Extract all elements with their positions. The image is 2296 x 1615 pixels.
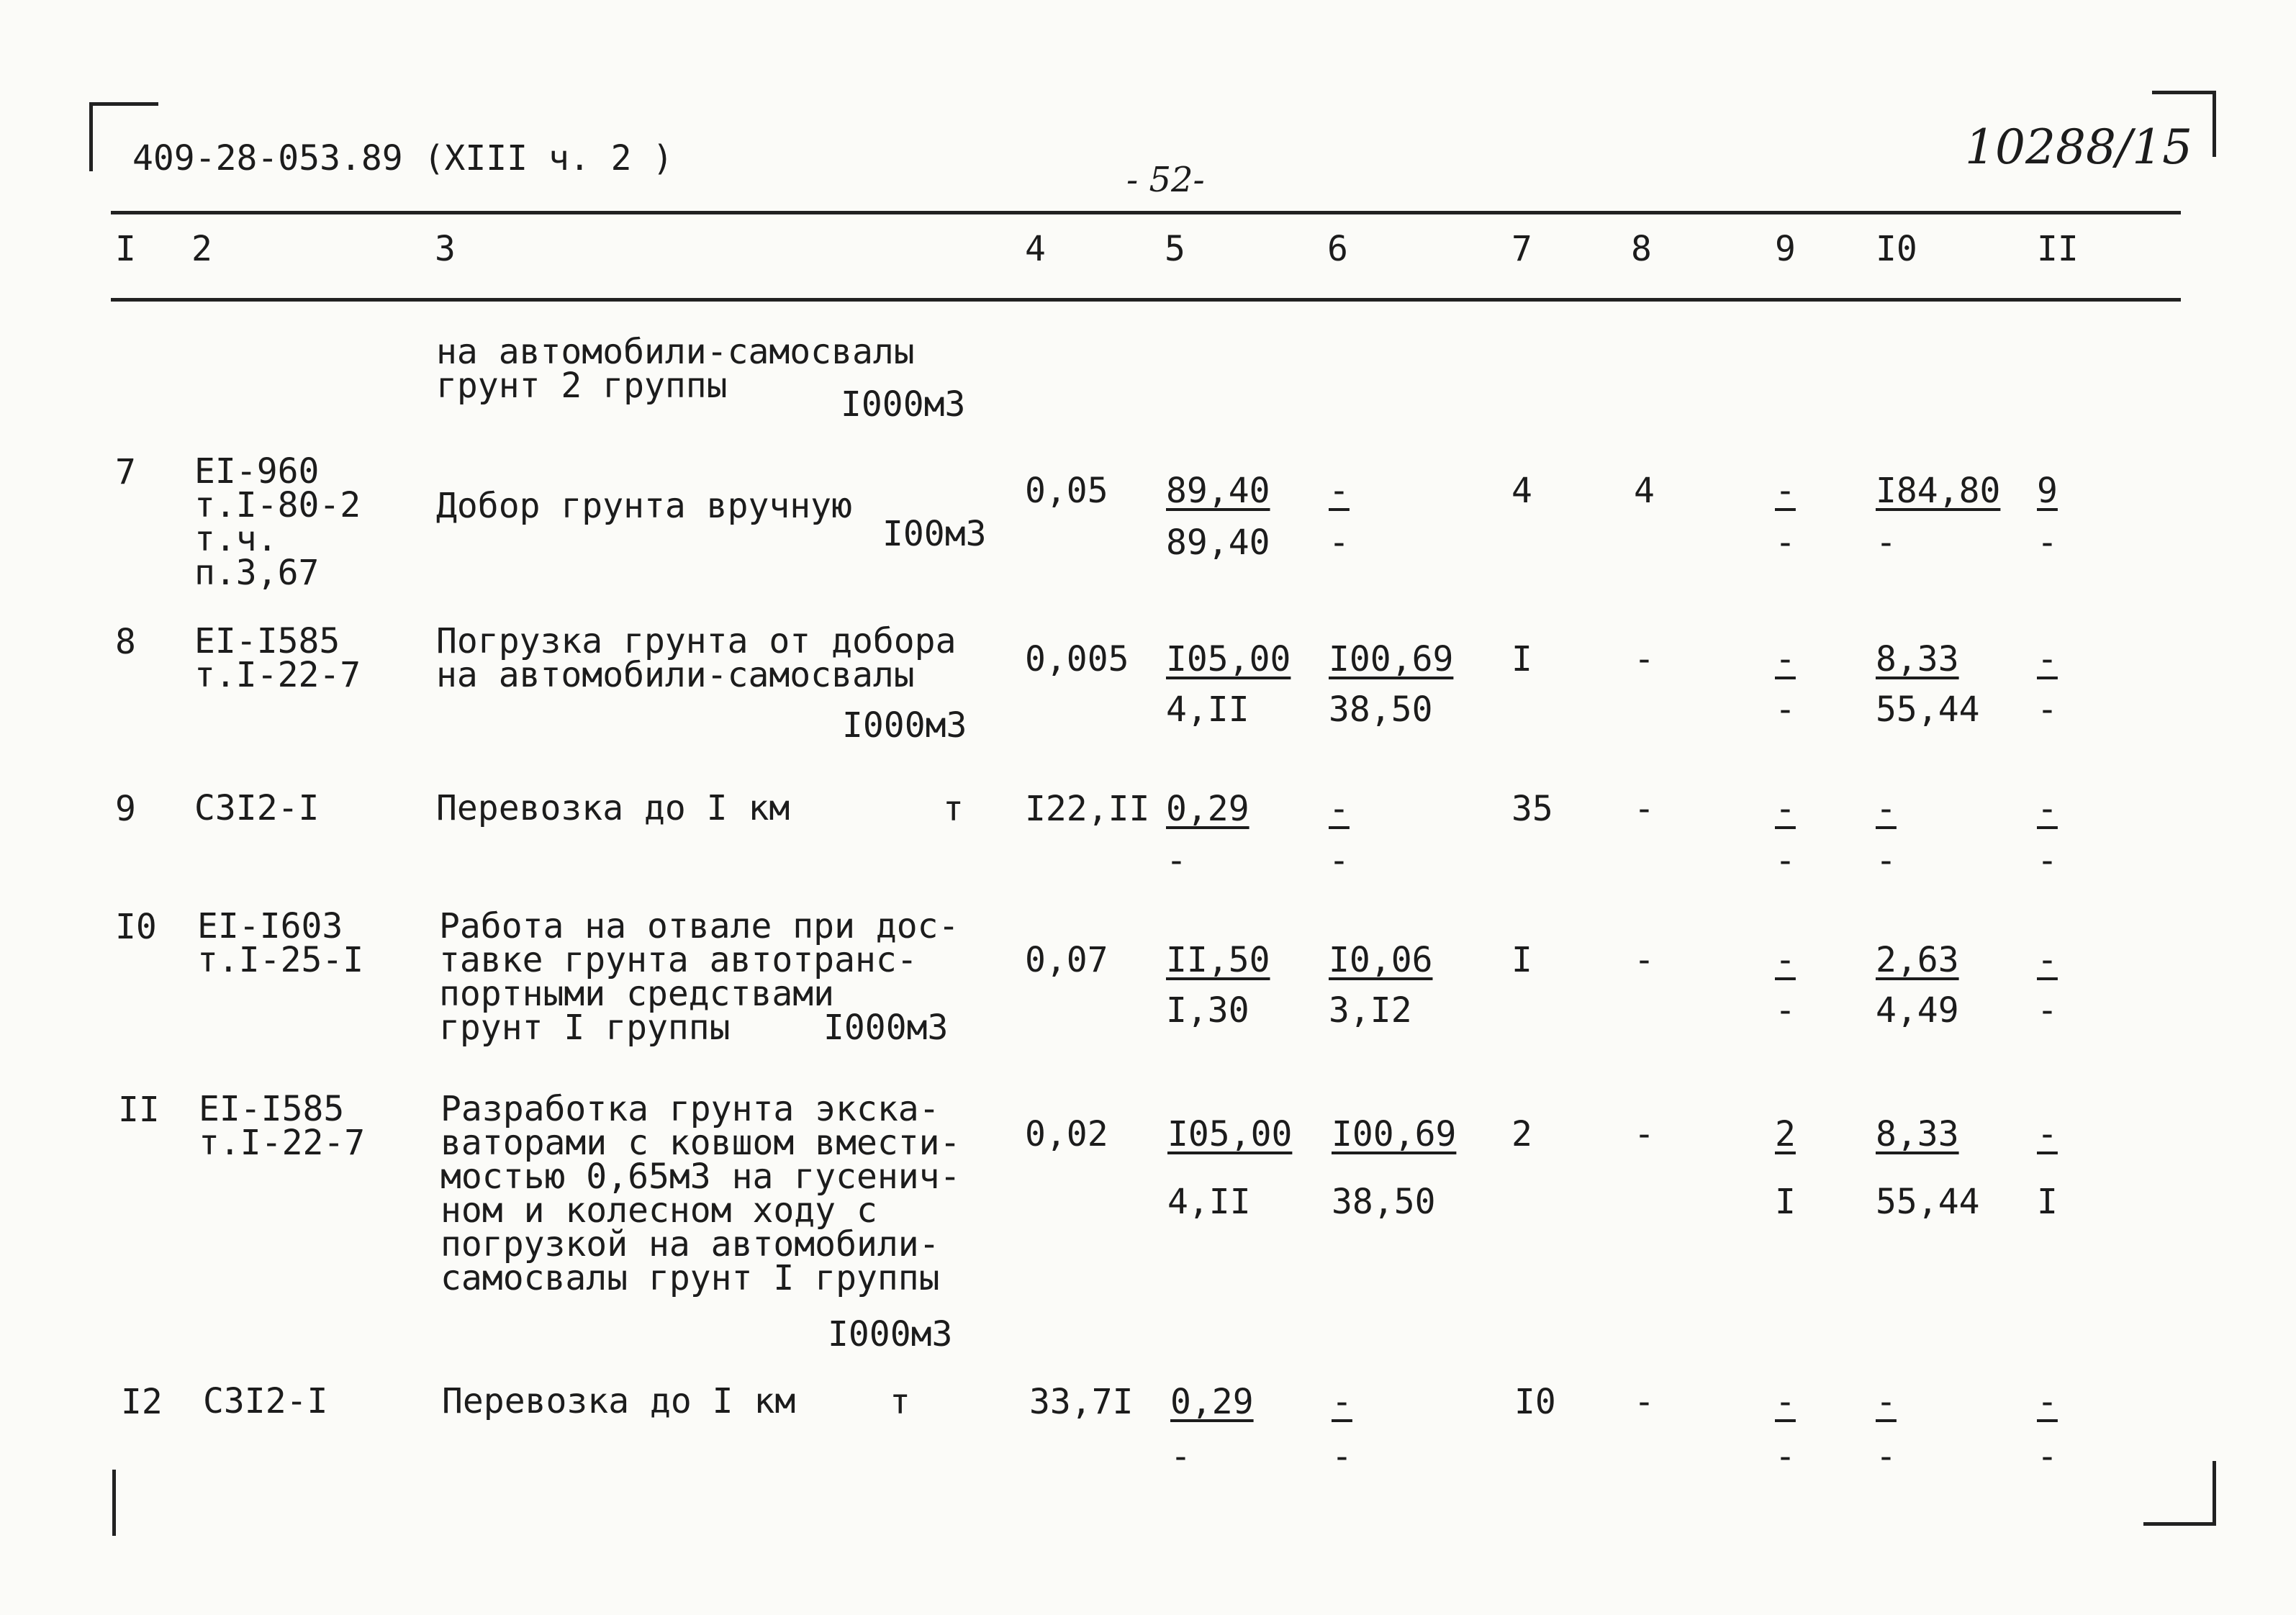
corner-bracket-top-left-v bbox=[89, 102, 93, 171]
cell-col6-top: - bbox=[1332, 1382, 1352, 1422]
row-number: 9 bbox=[115, 789, 136, 829]
cell-col6-bottom: 3,I2 bbox=[1329, 990, 1412, 1031]
cell-col6-top: I00,69 bbox=[1332, 1114, 1457, 1154]
row-number: I2 bbox=[121, 1382, 163, 1422]
column-header-8: 8 bbox=[1631, 229, 1652, 269]
cell-col6-bottom: 38,50 bbox=[1332, 1182, 1436, 1222]
cell-col10-top: - bbox=[1876, 789, 1897, 829]
cell-col10-bottom: - bbox=[1876, 522, 1897, 563]
cell-col5-bottom: - bbox=[1170, 1437, 1191, 1477]
cell-col7: I0 bbox=[1514, 1382, 1556, 1422]
cell-col10-bottom: 4,49 bbox=[1876, 990, 1959, 1031]
column-header-3: 3 bbox=[435, 229, 456, 269]
continuation-unit: I000м3 bbox=[841, 384, 966, 425]
cell-col9-bottom: - bbox=[1775, 1437, 1796, 1477]
cell-col8: - bbox=[1634, 789, 1655, 829]
row-number: I0 bbox=[115, 907, 157, 947]
cell-col10-bottom: 55,44 bbox=[1876, 689, 1980, 730]
column-header-2: 2 bbox=[191, 229, 212, 269]
cell-col6-top: - bbox=[1329, 471, 1350, 511]
row-quantity: 33,7I bbox=[1029, 1382, 1134, 1422]
cell-col10-bottom: - bbox=[1876, 1437, 1897, 1477]
column-header-9: 9 bbox=[1775, 229, 1796, 269]
cell-col11-top: 9 bbox=[2037, 471, 2058, 511]
continuation-desc-line1: на автомобили-самосвалы bbox=[436, 332, 915, 372]
document-code: 409-28-053.89 (XIII ч. 2 ) bbox=[132, 138, 674, 178]
cell-col6-top: I00,69 bbox=[1329, 639, 1454, 679]
cell-col5-top: II,50 bbox=[1166, 940, 1270, 980]
cell-col11-bottom: - bbox=[2037, 689, 2058, 730]
cell-col6-bottom: - bbox=[1329, 841, 1350, 881]
cell-col9-top: - bbox=[1775, 639, 1796, 679]
corner-bracket-top-right-h bbox=[2152, 91, 2216, 94]
corner-bracket-bottom-right-h bbox=[2143, 1522, 2216, 1526]
row-quantity: 0,05 bbox=[1025, 471, 1108, 511]
row-description: Добор грунта вручную bbox=[436, 486, 852, 526]
cell-col11-top: - bbox=[2037, 1382, 2058, 1422]
column-header-11: II bbox=[2037, 229, 2079, 269]
cell-col6-top: I0,06 bbox=[1329, 940, 1433, 980]
row-unit: I00м3 bbox=[882, 514, 987, 554]
cell-col9-bottom: - bbox=[1775, 841, 1796, 881]
cell-col5-bottom: 89,40 bbox=[1166, 522, 1270, 563]
corner-bracket-bottom-right-v bbox=[2213, 1461, 2216, 1526]
cell-col7: I bbox=[1511, 940, 1532, 980]
row-code: C3I2-I bbox=[194, 788, 320, 828]
cell-col10-top: 8,33 bbox=[1876, 639, 1959, 679]
cell-col9-bottom: - bbox=[1775, 522, 1796, 563]
row-quantity: 0,02 bbox=[1025, 1114, 1108, 1154]
row-number: 7 bbox=[115, 452, 136, 492]
cell-col11-bottom: - bbox=[2037, 1437, 2058, 1477]
row-quantity: 0,005 bbox=[1025, 639, 1129, 679]
row-description: Перевозка до I км bbox=[436, 788, 790, 828]
cell-col9-bottom: I bbox=[1775, 1182, 1796, 1222]
row-code: EI-I603 т.I-25-I bbox=[197, 906, 364, 980]
row-code: EI-I585 т.I-22-7 bbox=[194, 621, 361, 695]
cell-col5-bottom: - bbox=[1166, 841, 1187, 881]
cell-col6-bottom: - bbox=[1329, 522, 1350, 563]
table-header-rule bbox=[111, 298, 2181, 302]
cell-col5-top: I05,00 bbox=[1166, 639, 1291, 679]
row-quantity: I22,II bbox=[1025, 789, 1150, 829]
cell-col6-top: - bbox=[1329, 789, 1350, 829]
cell-col5-top: 89,40 bbox=[1166, 471, 1270, 511]
cell-col11-bottom: - bbox=[2037, 841, 2058, 881]
cell-col7: 2 bbox=[1511, 1114, 1532, 1154]
cell-col8: - bbox=[1634, 940, 1655, 980]
cell-col9-top: - bbox=[1775, 471, 1796, 511]
row-unit: I000м3 bbox=[842, 705, 967, 746]
cell-col7: 4 bbox=[1511, 471, 1532, 511]
row-quantity: 0,07 bbox=[1025, 940, 1108, 980]
cell-col5-top: I05,00 bbox=[1167, 1114, 1293, 1154]
cell-col9-top: 2 bbox=[1775, 1114, 1796, 1154]
row-unit: I000м3 bbox=[823, 1008, 949, 1048]
cell-col6-bottom: - bbox=[1332, 1437, 1352, 1477]
cell-col11-top: - bbox=[2037, 940, 2058, 980]
cell-col7: I bbox=[1511, 639, 1532, 679]
row-code: EI-960 т.I-80-2 т.ч. п.3,67 bbox=[194, 451, 361, 593]
cell-col10-top: 8,33 bbox=[1876, 1114, 1959, 1154]
cell-col9-bottom: - bbox=[1775, 990, 1796, 1031]
cell-col8: 4 bbox=[1634, 471, 1655, 511]
row-description: Разработка грунта экска- ваторами с ковшом вмести- мостью 0,65м3 на гусенич- ном и колесном ходу с погрузкой на автомобили- самосвалы грунт I группы bbox=[440, 1089, 961, 1298]
corner-bracket-top-left-h bbox=[89, 102, 158, 106]
cell-col11-bottom: - bbox=[2037, 522, 2058, 563]
cell-col8: - bbox=[1634, 639, 1655, 679]
row-number: II bbox=[118, 1090, 160, 1130]
column-header-1: I bbox=[115, 229, 136, 269]
cell-col8: - bbox=[1634, 1114, 1655, 1154]
cell-col8: - bbox=[1634, 1382, 1655, 1422]
row-description: Перевозка до I км bbox=[442, 1381, 796, 1421]
row-unit: I000м3 bbox=[828, 1314, 953, 1354]
cell-col5-bottom: 4,II bbox=[1166, 689, 1249, 730]
column-header-10: I0 bbox=[1876, 229, 1917, 269]
column-header-6: 6 bbox=[1327, 229, 1348, 269]
row-description: Работа на отвале при дос- тавке грунта автотранс- портными средствами грунт I группы bbox=[439, 906, 959, 1048]
cell-col10-top: 2,63 bbox=[1876, 940, 1959, 980]
column-header-7: 7 bbox=[1511, 229, 1532, 269]
table-top-rule bbox=[111, 211, 2181, 214]
corner-bracket-top-right-v bbox=[2213, 91, 2216, 157]
cell-col5-bottom: 4,II bbox=[1167, 1182, 1251, 1222]
row-code: EI-I585 т.I-22-7 bbox=[199, 1089, 366, 1163]
column-header-4: 4 bbox=[1025, 229, 1046, 269]
cell-col11-bottom: I bbox=[2037, 1182, 2058, 1222]
cell-col9-bottom: - bbox=[1775, 689, 1796, 730]
cell-col9-top: - bbox=[1775, 940, 1796, 980]
page-number: - 52- bbox=[1126, 160, 1205, 200]
cell-col10-top: I84,80 bbox=[1876, 471, 2001, 511]
cell-col5-top: 0,29 bbox=[1166, 789, 1249, 829]
cell-col11-bottom: - bbox=[2037, 990, 2058, 1031]
cell-col10-bottom: 55,44 bbox=[1876, 1182, 1980, 1222]
row-unit: т bbox=[890, 1382, 910, 1422]
cell-col9-top: - bbox=[1775, 1382, 1796, 1422]
column-header-5: 5 bbox=[1165, 229, 1185, 269]
continuation-desc-line2: грунт 2 группы bbox=[436, 366, 728, 406]
row-description: Погрузка грунта от добора на автомобили-самосвалы bbox=[436, 621, 957, 695]
cell-col5-bottom: I,30 bbox=[1166, 990, 1249, 1031]
cell-col11-top: - bbox=[2037, 789, 2058, 829]
row-code: C3I2-I bbox=[203, 1381, 328, 1421]
cell-col6-bottom: 38,50 bbox=[1329, 689, 1433, 730]
cell-col9-top: - bbox=[1775, 789, 1796, 829]
cell-col11-top: - bbox=[2037, 1114, 2058, 1154]
cell-col10-top: - bbox=[1876, 1382, 1897, 1422]
cell-col11-top: - bbox=[2037, 639, 2058, 679]
cell-col5-top: 0,29 bbox=[1170, 1382, 1254, 1422]
corner-bracket-bottom-left-v bbox=[112, 1470, 116, 1536]
row-unit: т bbox=[943, 789, 964, 829]
archive-number: 10288/15 bbox=[1965, 119, 2193, 175]
cell-col10-bottom: - bbox=[1876, 841, 1897, 881]
row-number: 8 bbox=[115, 622, 136, 662]
cell-col7: 35 bbox=[1511, 789, 1553, 829]
